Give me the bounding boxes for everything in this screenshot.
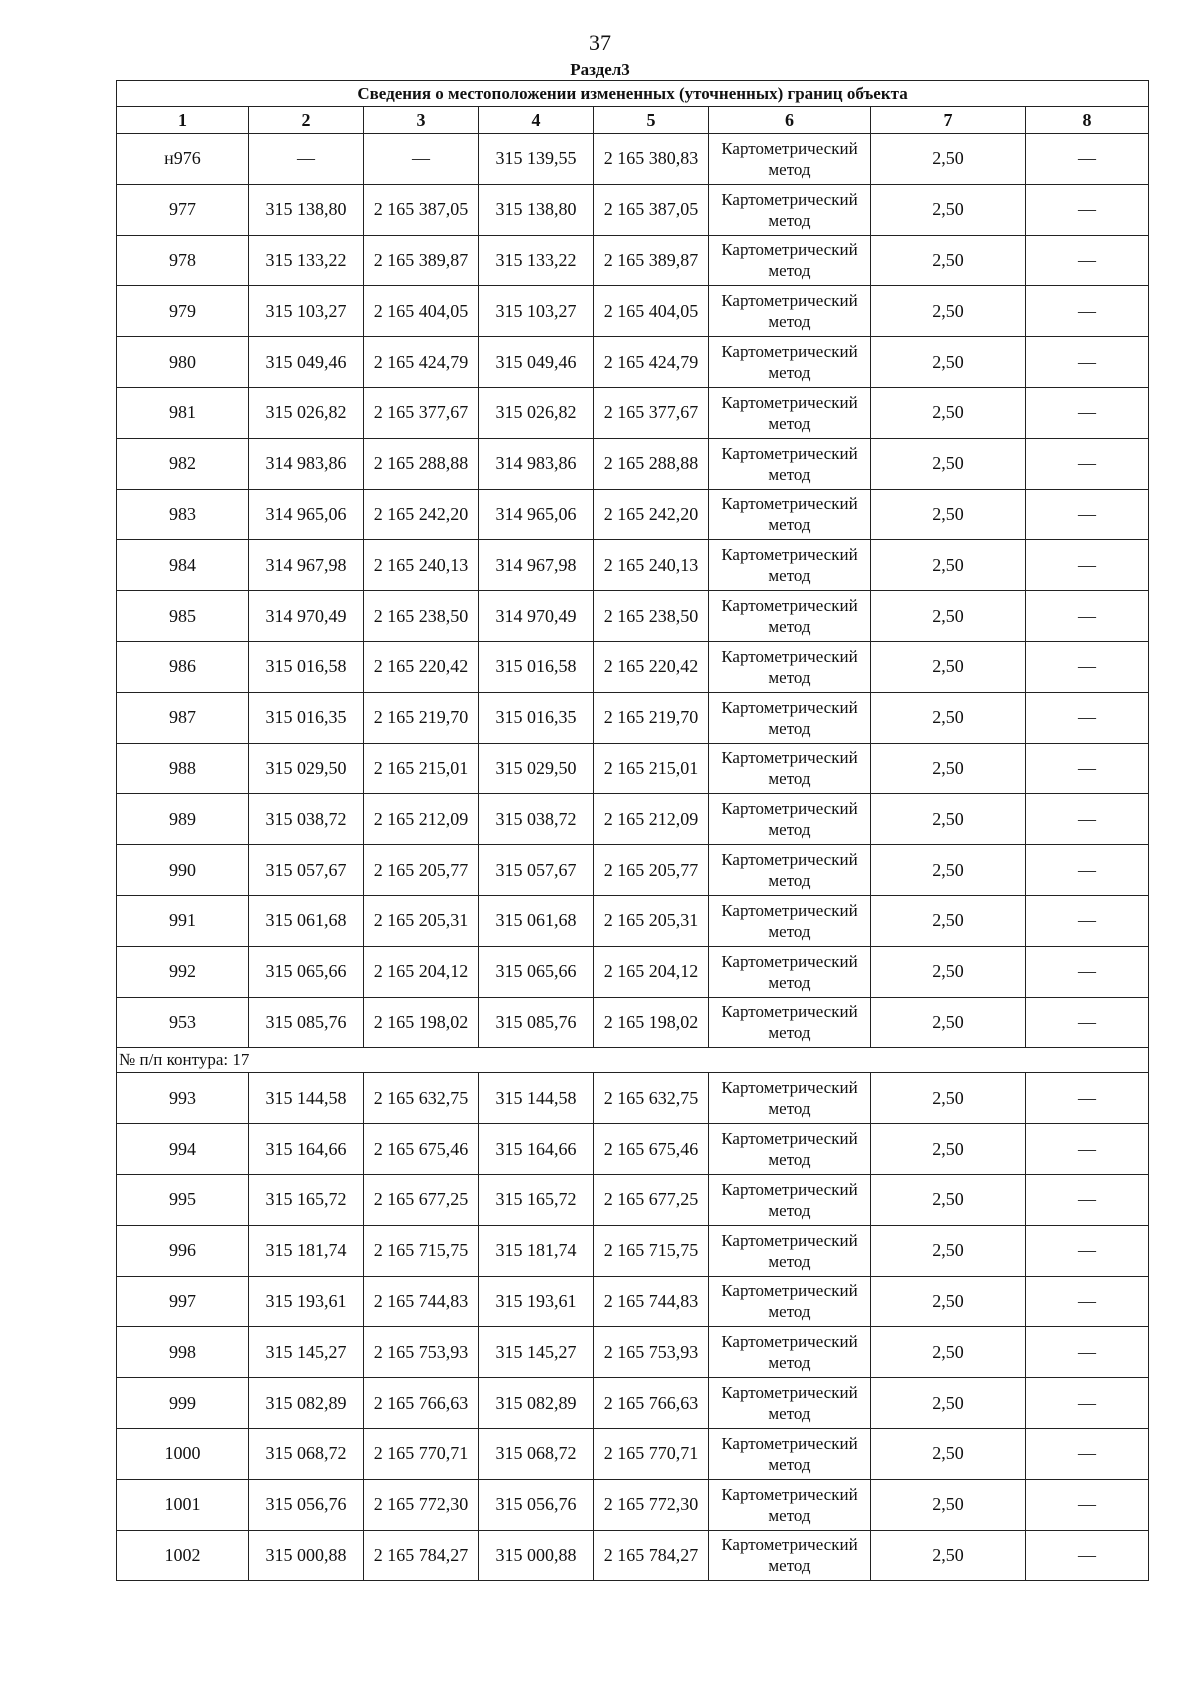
table-cell: 315 103,27: [479, 286, 594, 337]
column-header: 1: [117, 107, 249, 134]
table-cell: 315 165,72: [249, 1174, 364, 1225]
table-cell: 2 165 784,27: [364, 1530, 479, 1581]
table-cell: 315 029,50: [249, 743, 364, 794]
table-cell: 315 165,72: [479, 1174, 594, 1225]
table-cell: 315 085,76: [249, 997, 364, 1048]
table-cell: 2 165 753,93: [594, 1327, 709, 1378]
table-row: [117, 1124, 1149, 1175]
table-cell: 2 165 377,67: [594, 387, 709, 438]
table-cell: 314 967,98: [479, 540, 594, 591]
table-cell: —: [1026, 489, 1149, 540]
table-cell: 2 165 242,20: [364, 489, 479, 540]
table-cell: —: [1026, 184, 1149, 235]
table-cell: Картометрический метод: [709, 895, 871, 946]
table-cell: 2 165 220,42: [594, 641, 709, 692]
table-cell: —: [1026, 1073, 1149, 1124]
table-cell: 2 165 387,05: [364, 184, 479, 235]
table-cell: Картометрический метод: [709, 946, 871, 997]
table-cell: 315 193,61: [479, 1276, 594, 1327]
table-cell: 2,50: [871, 1174, 1026, 1225]
table-cell: 315 061,68: [479, 895, 594, 946]
table-cell: Картометрический метод: [709, 438, 871, 489]
table-cell: 315 164,66: [479, 1124, 594, 1175]
table-cell: 2 165 632,75: [364, 1073, 479, 1124]
table-cell: —: [1026, 692, 1149, 743]
table-cell: 2 165 766,63: [364, 1378, 479, 1429]
table-cell: 2,50: [871, 1378, 1026, 1429]
table-cell: —: [1026, 286, 1149, 337]
table-cell: 999: [117, 1378, 249, 1429]
table-cell: 2 165 205,77: [364, 845, 479, 896]
table-cell: 2 165 380,83: [594, 134, 709, 185]
table-cell: 315 000,88: [249, 1530, 364, 1581]
table-cell: 2 165 424,79: [594, 337, 709, 388]
table-cell: 315 016,58: [249, 641, 364, 692]
page-number: 37: [589, 30, 611, 55]
table-row: [117, 997, 1149, 1048]
table-cell: 2,50: [871, 540, 1026, 591]
table-cell: 2 165 389,87: [364, 235, 479, 286]
table-cell: 315 181,74: [249, 1225, 364, 1276]
table-cell: Картометрический метод: [709, 1225, 871, 1276]
table-cell: 2,50: [871, 997, 1026, 1048]
table-cell: 315 026,82: [479, 387, 594, 438]
table-cell: 315 068,72: [249, 1428, 364, 1479]
table-cell: 2 165 389,87: [594, 235, 709, 286]
table-cell: 315 016,58: [479, 641, 594, 692]
column-header: 3: [364, 107, 479, 134]
table-cell: н976: [117, 134, 249, 185]
table-cell: 314 970,49: [249, 591, 364, 642]
table-cell: 2 165 772,30: [364, 1479, 479, 1530]
table-cell: —: [1026, 997, 1149, 1048]
table-cell: 315 065,66: [249, 946, 364, 997]
table-cell: —: [1026, 641, 1149, 692]
table-cell: 2 165 632,75: [594, 1073, 709, 1124]
table-cell: 2 165 240,13: [594, 540, 709, 591]
table-cell: 980: [117, 337, 249, 388]
table-cell: —: [1026, 387, 1149, 438]
table-cell: —: [1026, 845, 1149, 896]
table-cell: 1002: [117, 1530, 249, 1581]
table-row: [117, 286, 1149, 337]
table-cell: 2 165 205,77: [594, 845, 709, 896]
table-cell: 2 165 212,09: [364, 794, 479, 845]
table-cell: 315 085,76: [479, 997, 594, 1048]
table-cell: 315 049,46: [479, 337, 594, 388]
table-cell: 315 133,22: [249, 235, 364, 286]
table-cell: 2,50: [871, 641, 1026, 692]
table-cell: Картометрический метод: [709, 134, 871, 185]
table-cell: 2,50: [871, 743, 1026, 794]
column-header-row: [117, 107, 1149, 134]
table-cell: 2,50: [871, 337, 1026, 388]
table-cell: 2 165 404,05: [364, 286, 479, 337]
table-row: [117, 540, 1149, 591]
table-cell: 1000: [117, 1428, 249, 1479]
table-cell: 314 965,06: [249, 489, 364, 540]
table-row: [117, 438, 1149, 489]
table-cell: Картометрический метод: [709, 1327, 871, 1378]
table-row: [117, 489, 1149, 540]
table-cell: 2 165 675,46: [364, 1124, 479, 1175]
column-header: 6: [709, 107, 871, 134]
table-cell: 1001: [117, 1479, 249, 1530]
table-cell: Картометрический метод: [709, 540, 871, 591]
table-cell: 315 082,89: [249, 1378, 364, 1429]
table-cell: 995: [117, 1174, 249, 1225]
table-cell: 2,50: [871, 1327, 1026, 1378]
table-row: [117, 1479, 1149, 1530]
contour-label: № п/п контура: 17: [117, 1048, 1149, 1073]
table-cell: 2 165 770,71: [594, 1428, 709, 1479]
table-cell: Картометрический метод: [709, 337, 871, 388]
table-cell: —: [1026, 794, 1149, 845]
table-row: [117, 641, 1149, 692]
table-cell: 2,50: [871, 438, 1026, 489]
table-row: [117, 387, 1149, 438]
table-row: [117, 134, 1149, 185]
table-cell: 2,50: [871, 692, 1026, 743]
table-cell: 2 165 238,50: [364, 591, 479, 642]
table-cell: 2,50: [871, 1479, 1026, 1530]
table-cell: 987: [117, 692, 249, 743]
table-row: [117, 1530, 1149, 1581]
table-cell: Картометрический метод: [709, 997, 871, 1048]
table-cell: Картометрический метод: [709, 387, 871, 438]
table-cell: 2 165 198,02: [364, 997, 479, 1048]
boundary-coordinates-table: [116, 80, 1149, 1581]
table-cell: 2 165 772,30: [594, 1479, 709, 1530]
table-row: [117, 895, 1149, 946]
table-cell: Картометрический метод: [709, 1174, 871, 1225]
table-cell: 314 983,86: [479, 438, 594, 489]
table-cell: 988: [117, 743, 249, 794]
table-cell: Картометрический метод: [709, 1276, 871, 1327]
column-header: 2: [249, 107, 364, 134]
table-cell: 315 038,72: [249, 794, 364, 845]
table-cell: 2 165 377,67: [364, 387, 479, 438]
table-cell: 2,50: [871, 1124, 1026, 1175]
table-cell: 2 165 219,70: [364, 692, 479, 743]
table-cell: —: [1026, 591, 1149, 642]
table-cell: —: [1026, 540, 1149, 591]
table-cell: 315 057,67: [249, 845, 364, 896]
table-cell: 315 029,50: [479, 743, 594, 794]
table-cell: 2 165 387,05: [594, 184, 709, 235]
table-cell: 2,50: [871, 895, 1026, 946]
table-cell: 315 065,66: [479, 946, 594, 997]
table-cell: 315 061,68: [249, 895, 364, 946]
table-cell: 2,50: [871, 1073, 1026, 1124]
table-cell: 2,50: [871, 1276, 1026, 1327]
section-title: Раздел3: [570, 60, 630, 79]
table-cell: 2 165 219,70: [594, 692, 709, 743]
table-cell: 314 983,86: [249, 438, 364, 489]
table-row: [117, 1327, 1149, 1378]
contour-group-body: [117, 1073, 1149, 1581]
table-cell: 2,50: [871, 591, 1026, 642]
table-row: [117, 692, 1149, 743]
table-cell: 2 165 715,75: [364, 1225, 479, 1276]
table-row: [117, 794, 1149, 845]
table-cell: 2 165 204,12: [594, 946, 709, 997]
table-cell: 2,50: [871, 134, 1026, 185]
table-cell: 2 165 212,09: [594, 794, 709, 845]
table-cell: —: [1026, 235, 1149, 286]
table-row: [117, 1428, 1149, 1479]
table-cell: —: [1026, 1327, 1149, 1378]
table-cell: 315 144,58: [249, 1073, 364, 1124]
table-row: [117, 184, 1149, 235]
table-row: [117, 1073, 1149, 1124]
table-cell: —: [1026, 438, 1149, 489]
table-cell: 982: [117, 438, 249, 489]
table-cell: 315 038,72: [479, 794, 594, 845]
table-cell: 2 165 766,63: [594, 1378, 709, 1429]
table-cell: 315 139,55: [479, 134, 594, 185]
table-cell: 997: [117, 1276, 249, 1327]
table-row: [117, 1174, 1149, 1225]
table-cell: —: [249, 134, 364, 185]
table-cell: 315 057,67: [479, 845, 594, 896]
table-cell: 2 165 215,01: [594, 743, 709, 794]
table-cell: Картометрический метод: [709, 743, 871, 794]
table-cell: 315 133,22: [479, 235, 594, 286]
table-cell: 2 165 770,71: [364, 1428, 479, 1479]
table-cell: 315 138,80: [479, 184, 594, 235]
table-cell: 2 165 240,13: [364, 540, 479, 591]
table-cell: Картометрический метод: [709, 235, 871, 286]
table-cell: 2,50: [871, 235, 1026, 286]
table-cell: 2 165 784,27: [594, 1530, 709, 1581]
table-cell: 315 145,27: [249, 1327, 364, 1378]
table-cell: 315 056,76: [479, 1479, 594, 1530]
table-cell: 2 165 198,02: [594, 997, 709, 1048]
table-cell: —: [1026, 134, 1149, 185]
table-cell: —: [1026, 946, 1149, 997]
table-cell: 315 193,61: [249, 1276, 364, 1327]
table-cell: —: [1026, 1124, 1149, 1175]
table-cell: Картометрический метод: [709, 845, 871, 896]
table-cell: Картометрический метод: [709, 1073, 871, 1124]
table-cell: Картометрический метод: [709, 286, 871, 337]
table-cell: 315 016,35: [479, 692, 594, 743]
table-cell: Картометрический метод: [709, 591, 871, 642]
table-cell: 2,50: [871, 946, 1026, 997]
table-cell: —: [1026, 895, 1149, 946]
table-cell: 2 165 288,88: [364, 438, 479, 489]
table-cell: 2 165 753,93: [364, 1327, 479, 1378]
table-cell: 993: [117, 1073, 249, 1124]
table-cell: 315 026,82: [249, 387, 364, 438]
table-cell: Картометрический метод: [709, 489, 871, 540]
table-cell: 981: [117, 387, 249, 438]
table-cell: 2,50: [871, 387, 1026, 438]
table-cell: —: [1026, 1378, 1149, 1429]
table-cell: 2,50: [871, 1428, 1026, 1479]
table-cell: 315 103,27: [249, 286, 364, 337]
contour-separator-row: [117, 1048, 1149, 1073]
table-cell: —: [1026, 1479, 1149, 1530]
table-cell: 2 165 204,12: [364, 946, 479, 997]
column-header: 5: [594, 107, 709, 134]
table-row: [117, 743, 1149, 794]
table-cell: Картометрический метод: [709, 794, 871, 845]
table-cell: 2 165 288,88: [594, 438, 709, 489]
table-cell: 2,50: [871, 794, 1026, 845]
table-cell: Картометрический метод: [709, 184, 871, 235]
table-cell: Картометрический метод: [709, 1479, 871, 1530]
table-cell: Картометрический метод: [709, 1428, 871, 1479]
table-cell: 315 000,88: [479, 1530, 594, 1581]
table-cell: Картометрический метод: [709, 1530, 871, 1581]
table-caption: Сведения о местоположении измененных (уточненных) границ объекта: [117, 81, 1149, 107]
table-cell: 984: [117, 540, 249, 591]
table-cell: 2 165 424,79: [364, 337, 479, 388]
table-cell: 315 181,74: [479, 1225, 594, 1276]
table-cell: 315 144,58: [479, 1073, 594, 1124]
table-cell: 998: [117, 1327, 249, 1378]
table-cell: 986: [117, 641, 249, 692]
table-cell: —: [1026, 1530, 1149, 1581]
table-cell: 315 068,72: [479, 1428, 594, 1479]
table-cell: Картометрический метод: [709, 1124, 871, 1175]
table-cell: 2,50: [871, 1225, 1026, 1276]
table-cell: 314 967,98: [249, 540, 364, 591]
table-row: [117, 946, 1149, 997]
table-cell: 2 165 675,46: [594, 1124, 709, 1175]
table-cell: 315 145,27: [479, 1327, 594, 1378]
table-cell: 315 016,35: [249, 692, 364, 743]
table-cell: 2 165 404,05: [594, 286, 709, 337]
table-cell: 977: [117, 184, 249, 235]
table-cell: 2 165 242,20: [594, 489, 709, 540]
table-cell: 978: [117, 235, 249, 286]
table-cell: 992: [117, 946, 249, 997]
table-cell: 991: [117, 895, 249, 946]
column-header: 8: [1026, 107, 1149, 134]
table-row: [117, 845, 1149, 896]
table-cell: —: [1026, 1428, 1149, 1479]
column-header: 7: [871, 107, 1026, 134]
table-row: [117, 1378, 1149, 1429]
table-cell: 979: [117, 286, 249, 337]
table-cell: 985: [117, 591, 249, 642]
table-row: [117, 591, 1149, 642]
table-cell: 2,50: [871, 489, 1026, 540]
table-cell: 315 138,80: [249, 184, 364, 235]
table-cell: 996: [117, 1225, 249, 1276]
table-row: [117, 235, 1149, 286]
table-cell: 315 082,89: [479, 1378, 594, 1429]
table-cell: —: [1026, 1174, 1149, 1225]
table-row: [117, 1225, 1149, 1276]
table-cell: Картометрический метод: [709, 692, 871, 743]
table-row: [117, 1276, 1149, 1327]
table-cell: 989: [117, 794, 249, 845]
table-cell: 2 165 205,31: [594, 895, 709, 946]
table-cell: 315 056,76: [249, 1479, 364, 1530]
table-cell: 2 165 677,25: [364, 1174, 479, 1225]
table-cell: Картометрический метод: [709, 1378, 871, 1429]
table-cell: 314 965,06: [479, 489, 594, 540]
table-cell: 2,50: [871, 286, 1026, 337]
table-cell: 315 049,46: [249, 337, 364, 388]
table-cell: 2 165 220,42: [364, 641, 479, 692]
table-cell: 2,50: [871, 845, 1026, 896]
table-cell: 315 164,66: [249, 1124, 364, 1175]
table-cell: 994: [117, 1124, 249, 1175]
table-cell: —: [364, 134, 479, 185]
table-cell: 2,50: [871, 184, 1026, 235]
table-cell: 2 165 715,75: [594, 1225, 709, 1276]
column-header: 4: [479, 107, 594, 134]
table-cell: —: [1026, 1276, 1149, 1327]
table-cell: 2 165 205,31: [364, 895, 479, 946]
contour-group-body: [117, 134, 1149, 1048]
table-cell: 2 165 677,25: [594, 1174, 709, 1225]
table-cell: 990: [117, 845, 249, 896]
table-cell: 2,50: [871, 1530, 1026, 1581]
table-row: [117, 337, 1149, 388]
table-cell: 2 165 744,83: [594, 1276, 709, 1327]
table-cell: 314 970,49: [479, 591, 594, 642]
table-cell: 983: [117, 489, 249, 540]
table-cell: Картометрический метод: [709, 641, 871, 692]
table-cell: 953: [117, 997, 249, 1048]
table-cell: —: [1026, 337, 1149, 388]
table-cell: 2 165 215,01: [364, 743, 479, 794]
table-cell: 2 165 238,50: [594, 591, 709, 642]
table-cell: —: [1026, 743, 1149, 794]
table-cell: —: [1026, 1225, 1149, 1276]
table-cell: 2 165 744,83: [364, 1276, 479, 1327]
